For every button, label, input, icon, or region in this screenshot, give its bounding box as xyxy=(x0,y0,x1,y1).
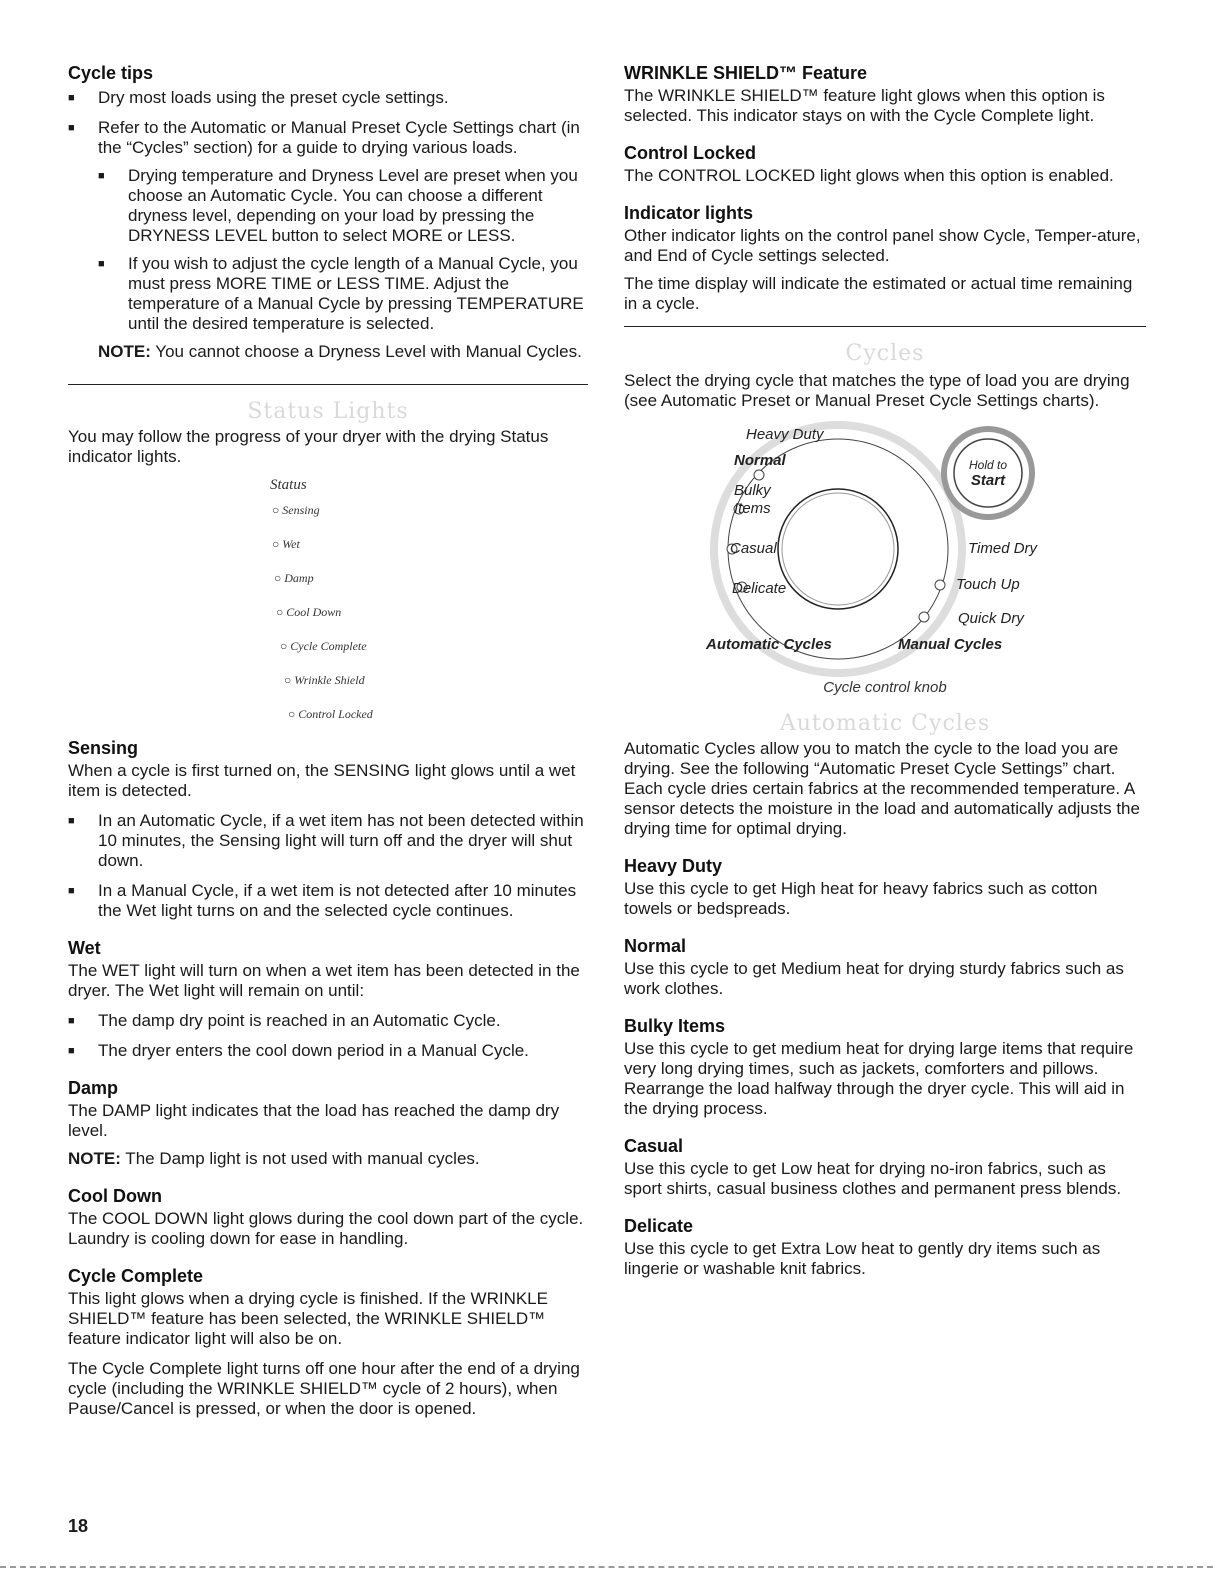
delicate-heading: Delicate xyxy=(624,1216,694,1236)
cycle-complete-text: This light glows when a drying cycle is finished. If the WRINKLE SHIELD™ feature has been selected, the WRINKLE SHIELD™ feature indicator light will also be on. xyxy=(68,1289,548,1348)
normal-text: Use this cycle to get Medium heat for drying sturdy fabrics such as work clothes. xyxy=(624,959,1124,998)
knob-center-inner xyxy=(782,493,894,605)
bullet-icon: ■ xyxy=(98,170,105,182)
bulky-items-text: Use this cycle to get medium heat for drying large items that require very long drying times, such as jackets, comforters and pillows. Rearrange the load halfway through the dryer cycle. This will aid in the drying process. xyxy=(624,1039,1134,1118)
status-lights-title: Status Lights xyxy=(247,399,409,424)
damp-note: NOTE: The Damp light is not used with manual cycles. xyxy=(68,1149,480,1168)
knob-label-items: Items xyxy=(734,500,771,517)
sub-list-item: ■ If you wish to adjust the cycle length of a Manual Cycle, you must press MORE TIME or LESS TIME. Adjust the temperature of a Manual Cycle by pressing TEMPERATURE until the desired temperature is selected. xyxy=(98,254,584,333)
knob-label-bulky: Bulky xyxy=(734,482,771,499)
wet-heading: Wet xyxy=(68,938,101,958)
bullet-icon: ■ xyxy=(68,92,75,104)
knob-label-manual-cycles: Manual Cycles xyxy=(898,636,1003,653)
casual-heading: Casual xyxy=(624,1136,684,1156)
knob-label-timed-dry: Timed Dry xyxy=(968,540,1038,557)
damp-heading: Damp xyxy=(68,1078,119,1098)
knob-caption: Cycle control knob xyxy=(823,679,947,696)
knob-label-normal: Normal xyxy=(734,452,786,469)
knob-label-heavy-duty: Heavy Duty xyxy=(746,426,824,443)
control-locked-heading: Control Locked xyxy=(624,143,757,163)
cycle-complete-text-2: The Cycle Complete light turns off one hour after the end of a drying cycle (including the WRINKLE SHIELD™ cycle of 2 hours), when Pause/Cancel is pressed, or when the door is opened. xyxy=(68,1359,580,1418)
list-item: ■ The dryer enters the cool down period in a Manual Cycle. xyxy=(68,1041,529,1060)
indicator-lights-heading: Indicator lights xyxy=(624,203,754,223)
wrinkle-shield-heading: WRINKLE SHIELD™ Feature xyxy=(624,63,868,83)
bulky-items-heading: Bulky Items xyxy=(624,1016,726,1036)
knob-label-touch-up: Touch Up xyxy=(956,576,1020,593)
cool-down-text: The COOL DOWN light glows during the cool down part of the cycle. Laundry is cooling down for ease in handling. xyxy=(68,1209,584,1248)
list-item: ■ Dry most loads using the preset cycle settings. xyxy=(68,88,449,107)
list-item: ■ In a Manual Cycle, if a wet item is not detected after 10 minutes the Wet light turns on and the selected cycle continues. xyxy=(68,881,577,920)
wrinkle-shield-text: The WRINKLE SHIELD™ feature light glows when this option is selected. This indicator stays on with the Cycle Complete light. xyxy=(624,86,1105,125)
knob-label-quick-dry: Quick Dry xyxy=(958,610,1024,627)
status-light-cool-down: ○ Cool Down xyxy=(276,605,342,619)
status-light-damp: ○ Damp xyxy=(274,571,314,585)
automatic-cycles-title: Automatic Cycles xyxy=(779,711,991,736)
knob-center xyxy=(778,489,898,609)
bullet-icon: ■ xyxy=(68,1015,75,1027)
cycle-tips-heading: Cycle tips xyxy=(68,63,154,83)
bullet-icon: ■ xyxy=(68,815,75,827)
hold-to-label: Hold to xyxy=(968,458,1008,472)
list-item: ■ In an Automatic Cycle, if a wet item has not been detected within 10 minutes, the Sensing light will turn off and the dryer will shut down. xyxy=(68,811,584,870)
knob-label-casual: Casual xyxy=(730,540,777,557)
automatic-cycles-intro: Automatic Cycles allow you to match the cycle to the load you are drying. See the following “Automatic Preset Cycle Settings” chart. Each cycle dries certain fabrics at the recommended temperature. A sensor detects the moisture in the load and automatically adjusts the drying time for optimal drying. xyxy=(624,739,1140,838)
cycles-intro: Select the drying cycle that matches the type of load you are drying (see Automatic Preset or Manual Preset Cycle Settings charts). xyxy=(624,371,1130,410)
bullet-icon: ■ xyxy=(68,122,75,134)
sensing-heading: Sensing xyxy=(68,738,139,758)
cycle-complete-heading: Cycle Complete xyxy=(68,1266,204,1286)
normal-heading: Normal xyxy=(624,936,687,956)
sub-list-item: ■ Drying temperature and Dryness Level are preset when you choose an Automatic Cycle. You can choose a different dryness level, depending on your load by pressing the DRYNESS LEVEL button to select MORE or LESS. xyxy=(98,166,578,245)
cycle-tips-note: NOTE: You cannot choose a Dryness Level with Manual Cycles. xyxy=(98,342,582,361)
status-panel-illustration xyxy=(270,475,588,723)
page-number: 18 xyxy=(68,1516,89,1536)
control-locked-text: The CONTROL LOCKED light glows when this option is enabled. xyxy=(624,166,1114,185)
bullet-icon: ■ xyxy=(68,1045,75,1057)
status-panel-title: Status xyxy=(270,477,307,493)
sensing-text: When a cycle is first turned on, the SENSING light glows until a wet item is detected. xyxy=(68,761,576,800)
page-bottom-edge xyxy=(0,1566,1213,1568)
status-lights-intro: You may follow the progress of your dryer with the drying Status indicator lights. xyxy=(68,427,549,466)
heavy-duty-heading: Heavy Duty xyxy=(624,856,723,876)
wet-text: The WET light will turn on when a wet item has been detected in the dryer. The Wet light will remain on until: xyxy=(68,961,580,1000)
start-label: Start xyxy=(970,472,1006,489)
status-light-control-locked: ○ Control Locked xyxy=(288,707,373,721)
bullet-icon: ■ xyxy=(68,885,75,897)
cycles-title: Cycles xyxy=(845,341,925,366)
status-light-sensing: ○ Sensing xyxy=(272,503,320,517)
bullet-icon: ■ xyxy=(98,258,105,270)
heavy-duty-text: Use this cycle to get High heat for heavy fabrics such as cotton towels or bedspreads. xyxy=(624,879,1098,918)
right-column xyxy=(624,62,1146,1279)
indicator-lights-text: Other indicator lights on the control panel show Cycle, Temper-ature, and End of Cycle settings selected. xyxy=(624,226,1141,265)
status-light-cycle-complete: ○ Cycle Complete xyxy=(280,639,367,653)
cool-down-heading: Cool Down xyxy=(68,1186,162,1206)
left-column xyxy=(68,62,588,1419)
indicator-lights-text-2: The time display will indicate the estimated or actual time remaining in a cycle. xyxy=(624,274,1133,313)
status-light-wet: ○ Wet xyxy=(272,537,300,551)
status-light-wrinkle-shield: ○ Wrinkle Shield xyxy=(284,673,365,687)
list-item: ■ The damp dry point is reached in an Automatic Cycle. xyxy=(68,1011,501,1030)
list-item: ■ Refer to the Automatic or Manual Preset Cycle Settings chart (in the “Cycles” section) for a guide to drying various loads. xyxy=(68,118,580,157)
cycle-control-knob-illustration xyxy=(624,417,1146,679)
damp-text: The DAMP light indicates that the load has reached the damp dry level. xyxy=(68,1101,560,1140)
delicate-text: Use this cycle to get Extra Low heat to gently dry items such as lingerie or washable knit fabrics. xyxy=(624,1239,1101,1278)
knob-label-delicate: Delicate xyxy=(732,580,787,597)
knob-label-automatic-cycles: Automatic Cycles xyxy=(706,636,832,653)
casual-text: Use this cycle to get Low heat for drying no-iron fabrics, such as sport shirts, casual business clothes and permanent press blends. xyxy=(624,1159,1122,1198)
